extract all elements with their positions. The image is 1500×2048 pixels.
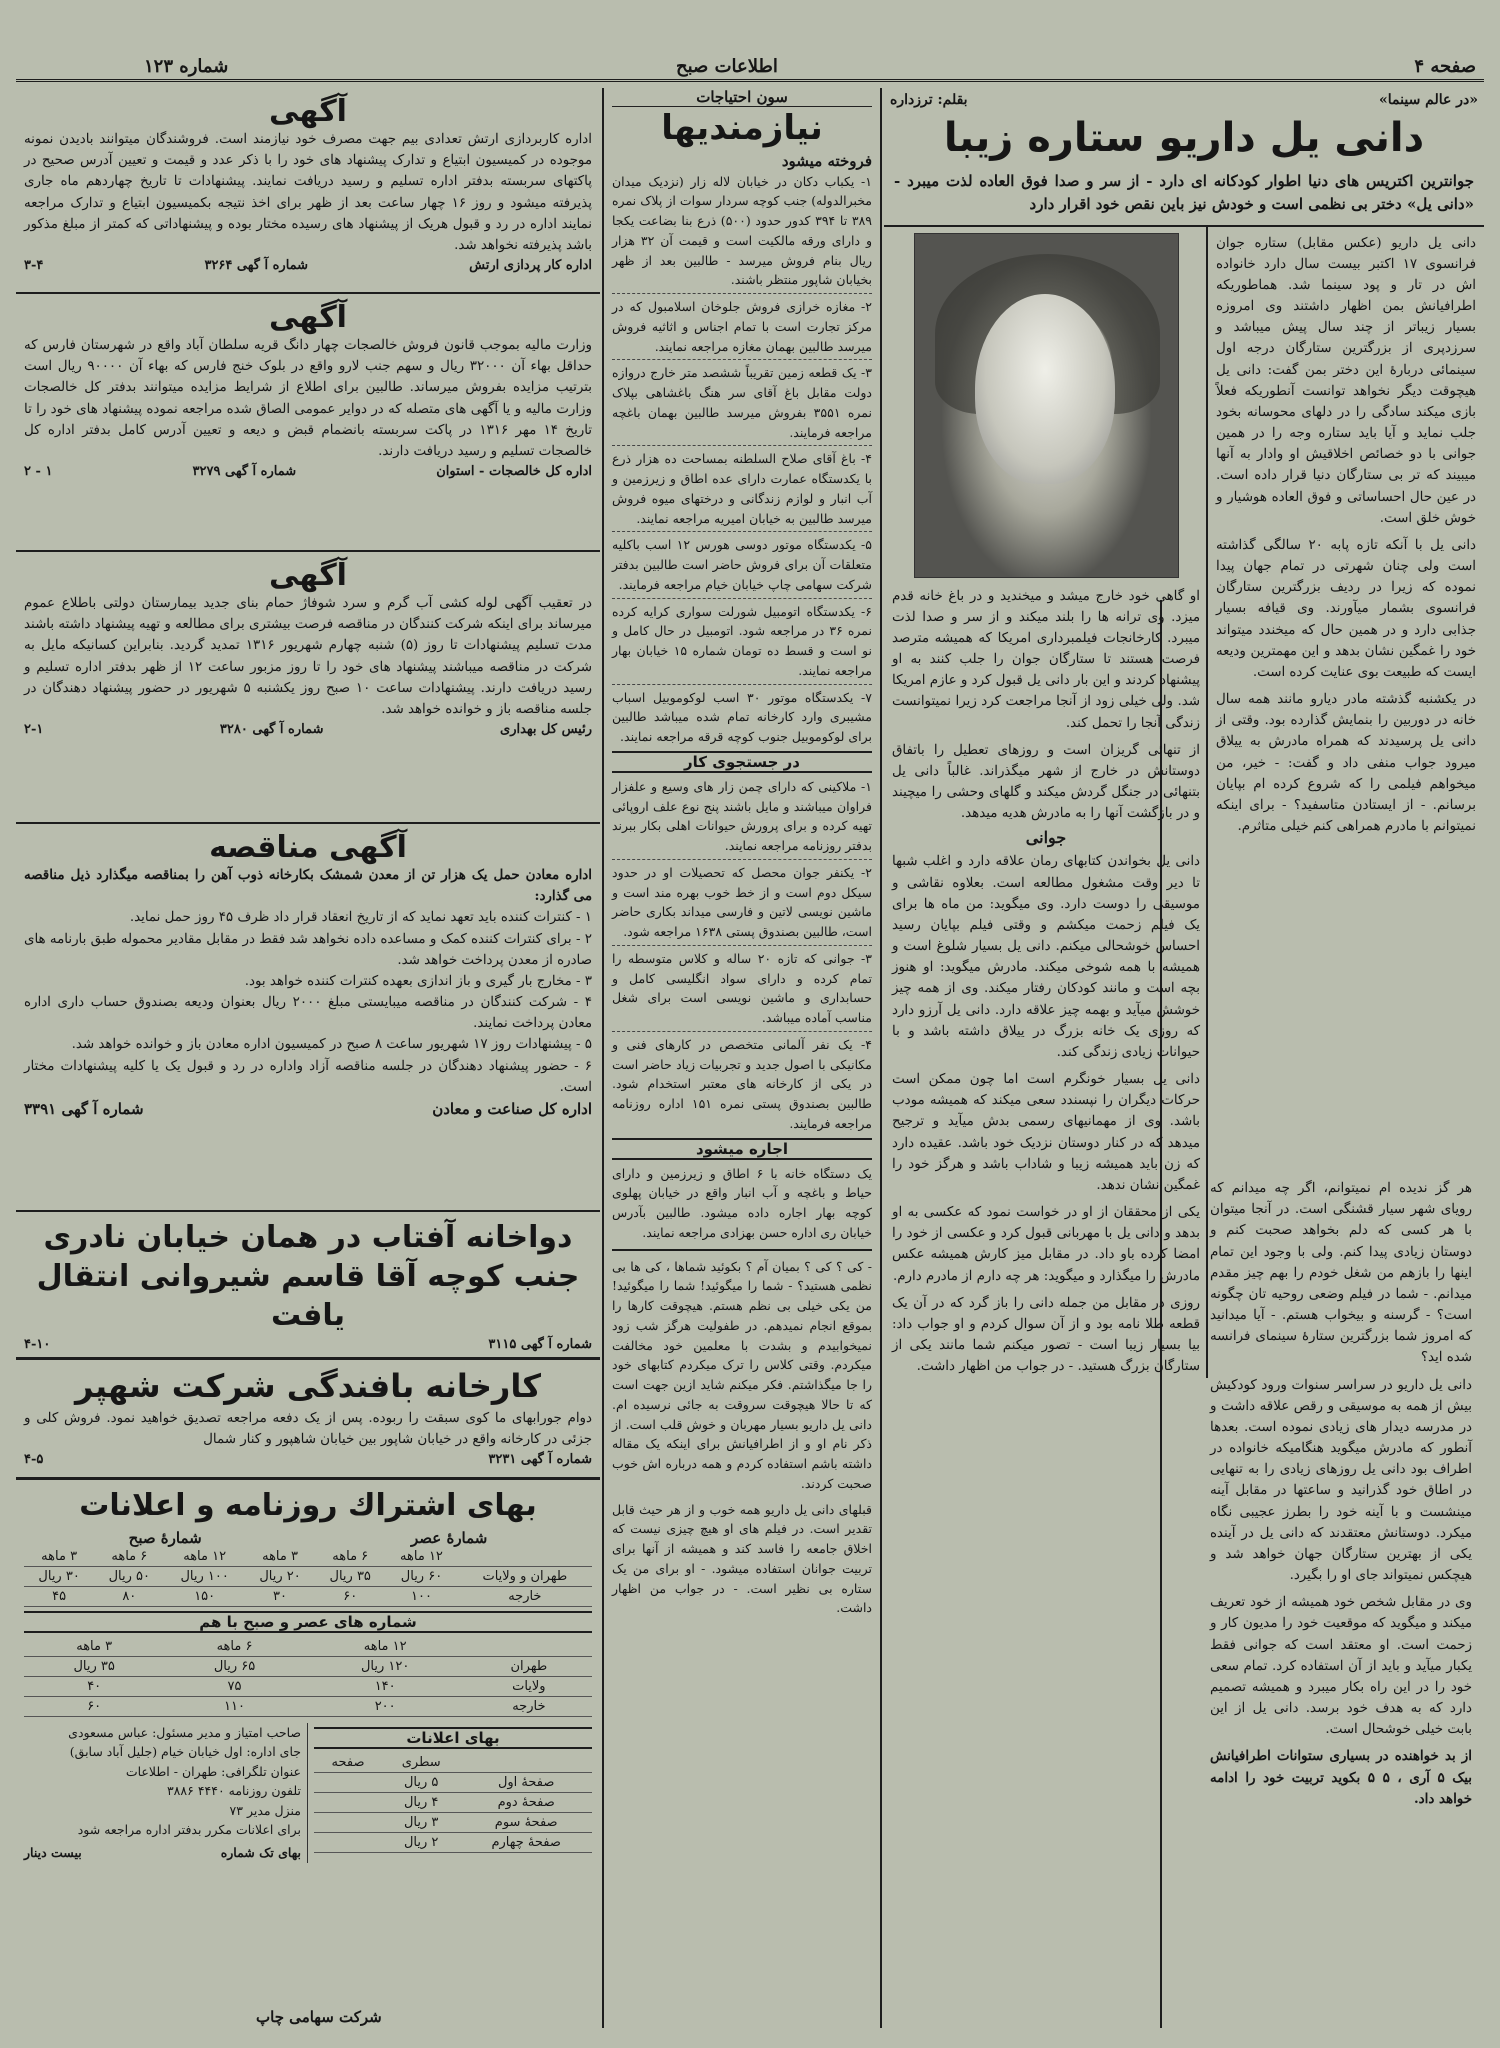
article-paragraph: در یکشنبه گذشته مادر دیارو مانند همه سال خانه در دوربین را بنمایش گذارده بود. وقتی از دانی یل پرسیدند که همراه مادرش به ییلاق میرود جواب منفی داد و گفت: - خیر، من میخواهم فیلمی را که شروع کرده ام بپایان برسانم. - از ایستادن متاسفید؟ - برای اینکه نمیتوانم با مادرم همراهی کنم خیلی متاثرم. [1216, 692, 1476, 835]
article-paragraph: یکی از محققان از او در خواست نمود که عکسی به او بدهد و دانی یل با مهربانی قبول کرد و عکسی از خود را امضا کرده باو داد. در مقابل میز کارش همیشه عکس مادرش را میگذارد و میگوید: هر چه دارم از مادرم دارم. [892, 1205, 1200, 1284]
notice-title: آگهی مناقصه [209, 830, 407, 865]
article-byline: بقلم: ترزداره [890, 92, 968, 108]
notice-ref: شماره آ گهی ۳۲۶۴ [204, 258, 309, 274]
notice-ref: شماره آ گهی ۳۱۱۵ [488, 1337, 592, 1352]
notice-body: در تعقیب آگهی لوله کشی آب گرم و سرد شوفاژ حمام بنای جدید بیمارستان دولتی باطلاع عموم میرساند برای اینکه شرکت کنندگان در مناقصه فرصت بیشتری برای مطالعه و تهیه پیشنهاد داشته باشند مدت تسلیم پیشنهادات تا روز (۵) شنبه چهارم شهریور ۱۳۱۶ تمدید گردید. بنابراین کسانیکه مایل به شرکت در مناقصه میباشند پیشنهاد های خود را تا روز مزبور ساعت ۱۲ از ظهر بدفتر اداره تسلیم و رسید دریافت دارند. پیشنهادات ساعت ۱۰ صبح روز یکشنبه ۵ شهریور در حضور پیشنهاد دهندگان در جلسه مناقصه باز و خوانده خواهد شد. [24, 596, 592, 717]
sale-heading: فروخته میشود [781, 151, 872, 170]
article-paragraph: وی در مقابل شخص خود همیشه از خود تعریف میکند و میگوید که موقعیت خود را مدیون کار و زحمت است. او معتقد است که جوانی فقط یکبار میآید و باید از آن استفاده کرد. تمام سعی خود را در این راه بکار میبرد و همیشه تصمیم دارد که به هدف خود برسد. دانی یل از این بابت خیلی خوشحال است. [1210, 1595, 1472, 1738]
sale-item: ۷- یکدستگاه موتور ۳۰ اسب لوکوموبیل اسباب مشیبری وارد کارخانه تمام شده میباشد طالبین برای لوکوموبیل جنوب کوچه قرقه مراجعه نمایند. [612, 689, 872, 744]
sale-item: ۶- یکدستگاه اتومبیل شورلت سواری کرایه کرده نمره ۳۶ در مراجعه شود. اتومبیل در حال کامل و نو است و قسط ده تومان شماره ۱۵ خیابان بهار مراجعه نمایند. [612, 603, 873, 678]
notice-signature: اداره کل صناعت و معادن [432, 1099, 592, 1118]
tender-item: ۱ - کنترات کننده باید تعهد نماید که از تاریخ انعقاد قرار داد ظرف ۴۵ روز حمل نماید. [129, 910, 592, 926]
search-heading: در جستجوی کار [612, 751, 872, 773]
notice-body: اداره کاربردازی ارتش تعدادی بیم جهت مصرف خود نیازمند است. فروشندگان میتوانند بادیدن نمونه موجوده در کمیسیون ابتیاع و تدارک پیشنهاد های خود را با ذکر عدد و قیمت و تعیین آدرس صحیح در پاکتهای سربسته بدفتر اداره تسلیم و رسید دریافت نمایند. پیشنهادات تا تاریخ چهاردهم ماه جاری پذیرفته میشود و روز ۱۶ چهار ساعت بعد از ظهر برای اخذ نتیجه بکمیسیون ابتیاع و تدارک مراجعه نمایند اداره در رد و قبول هریک از پیشنهاد های رسیده مختار بوده و پیشنهاداتی که کمتر از مبلغ مذکور باشد پذیرفته نخواهد شد. [24, 132, 592, 253]
rent-heading: اجاره میشود [612, 1138, 872, 1160]
ads-note: برای اعلانات مکرر بدفتر اداره مراجعه شود [77, 1821, 301, 1837]
classifieds-column [606, 88, 878, 2028]
notice-code: ۱ - ۲ [24, 464, 53, 480]
article-paragraph: هر گز ندیده ام نمیتوانم، اگر چه میدانم که رویای شهر سیار قشنگی است. در آنجا میتوان با هر کسی که دلم بخواهد صحبت کنم و دوستان زیادی پیدا کنم. ولی با وجود این تمام اینها را بازهم من شغل خودم را بهم چیز مقدم میدانم. - شما در فیلم وضعی روحیه تان چگونه است؟ - گرسنه و بیخواب هستم. - آیا میدانید که امروز شما بزرگترین ستارهٔ سینمای فرانسه شده اید؟ [1210, 1181, 1472, 1366]
sale-item: ۳- یک قطعه زمین تقریباً ششصد متر خارج دروازه دولت مقابل باغ آقای سر هنگ باغشاهی بپلاک نمره ۳۵۵۱ بفروش میرسد طالبین بهمان باغچه مراجعه فرمایند. [612, 365, 873, 440]
article-paragraph: دانی یل بسیار خونگرم است اما چون ممکن است حرکات دیگران را نپسندد سعی میکند که همیشه مودب باشد. وی از مهمانیهای رسمی بدش میآید و ترجیح میدهد که در کنار دوستان نزدیک خود باشد. عقیده دارد که زن باید همیشه زیبا و شاداب باشد و هرگز خود را غمگین نشان ندهد. [892, 1072, 1200, 1193]
article-paragraph: روزی در مقابل من جمله دانی را باز گرد که در آن یک قطعه طلا نامه بود و از آن سوال کردم و او جواب داد: بیا بسیار زیبا است - تصور میکنم شما مانند یکی از ستارگان بزرگ هستید. - در جواب من اظهار داشت. [892, 1295, 1200, 1375]
notice-army [16, 88, 600, 294]
portrait-photo [914, 233, 1179, 578]
notice-body: وزارت مالیه بموجب قانون فروش خالصجات چهار دانگ قریه سلطان آباد واقع در شهرستان فارس که حداقل بهاء آن ۳۲۰۰۰ ریال و سهم جنب لارو واقع در بلوک خنج فارس که بهاء آن ۹۰۰۰۰ ریال است بترتیب مزایده بفروش میرساند. طالبین برای اطلاع از شرایط مزایده میتوانند بدفتر کل خالصجات وزارت مالیه و یا آگهی های متصله که در دوایر عمومی الصاق شده مراجعه نموده پیشنهاد های خود را تا تاریخ ۱۴ مهر ۱۳۱۶ در پاکت سربسته بانضمام قبض و دیعه و تعیین آدرس کامل بدفتر اداره کل خالصجات تسلیم و رسید دریافت دارند. [24, 338, 593, 459]
section-heading: جوانی [1025, 828, 1067, 848]
sale-item: ۴- باغ آقای صلاح السلطنه بمساحت ده هزار ذرع با یکدستگاه عمارت دارای عده اطاق و زیرزمین و آب انبار و لوازم زندگانی و درختهای میوه فروش میرسد طالبین به خیابان امیریه مراجعه نمایند. [612, 451, 872, 526]
section-label: سون احتیاجات [612, 88, 872, 107]
subscription-table: ۱۲ ماهه ۶ ماهه ۳ ماهه ۱۲ ماهه ۶ ماهه ۳ ماهه طهران و ولایات ۶۰ ریال ۳۵ ریال ۲۰ ریال ۱۰۰ ریال ۵۰ ریال ۳۰ ریال خارجه ۱۰۰ ۶۰ ۳۰ ۱۵۰ ۸۰ ۴۵ [24, 1547, 592, 1607]
both-editions-heading: شماره های عصر و صبح با هم [24, 1611, 592, 1633]
subscription-title: بهای اشتراك روزنامه و اعلانات [79, 1488, 537, 1523]
table-row: صفحهٔ سوم ۳ ریال [314, 1813, 592, 1833]
article-paragraph: دانی یل بخواندن کتابهای رمان علاقه دارد و اغلب شبها تا دیر وقت مشغول مطالعه است. بعلاوه نقاشی و موسیقی را دوست دارد. وی میگوید: من ماه ها برای یک فیلم زحمت میکشم و وقتی فیلم بپایان رسید احساس خوشحالی میکنم. دانی یل بسیار شلوغ است و همیشه با همه شوخی میکند. مادرش میگوید: او هنوز بچه است و مانند کودکان رفتار میکند. وی از همه چیز خوشش میآید و بهمه چیز علاقه دارد. دانی یل آرزو دارد که روزی یک خانه بزرگ در ییلاق داشته باشد و با حیوانات زیادی زندگی کند. [892, 854, 1200, 1060]
publisher-info: صاحب امتیاز و مدیر مسئول: عباس مسعودی [68, 1725, 301, 1740]
notice-ref: شماره آ گهی ۳۲۳۱ [488, 1451, 592, 1467]
subscription-box [16, 1480, 600, 2000]
notice-signature: اداره کار پردازی ارتش [469, 258, 592, 274]
telegraph-address: عنوان تلگرافی: طهران - اطلاعات [125, 1763, 301, 1779]
notice-signature: رئیس کل بهداری [500, 722, 592, 738]
office-address: جای اداره: اول خیابان خیام (جلیل آباد سابق) [69, 1744, 301, 1760]
article-paragraph: دانی یل داریو (عکس مقابل) ستاره جوان فرانسوی ۱۷ اکتبر بیست سال دارد خانواده اش در تار و پود سینما شد. هماطوریکه اطرافیانش بمن اظهار داشتند وی امروزه بسیار زیباتر از چند سال پیش میباشد و سرزدپری از بزرگترین ستارگان درجه اول سینمائی دربارهٔ این دختر بمن گفت: دانی یل هیچوقت دیگر نخواهد توانست آنطوریکه فعلاً بازی میکند سادگی را در دلهای محوسانه بخود جلب نماید و آیا باید ستاره وجه را در همین جوانی با دو خصائص اخلاقیش او وادار به آنها میبیند که تر بی ستارگان دنیا قرار داده است. در عین حال احساساتی و فوق العاده هوشیار و خوش خلق است. [1216, 235, 1476, 526]
tender-item: ۴ - شرکت کنندگان در مناقصه میبایستی مبلغ ۲۰۰۰ ریال بعنوان ودیعه بصندوق حساب داری اداره معادن پرداخت نمایند. [24, 995, 592, 1032]
notice-ref: شماره آ گهی ۳۳۹۱ [24, 1099, 144, 1118]
article-subtitle: جوانترین اکتریس های دنیا اطوار کودکانه ای دارد - از سر و صدا فوق العاده لذت میبرد - «دانی یل» دختر بی نظمی است و خودش نیز باین نقص خود اقرار دارد [884, 168, 1484, 227]
column-rule [880, 88, 882, 2028]
notice-tender [16, 824, 600, 1212]
notice-code: ۳-۴ [24, 258, 44, 274]
article-paragraph: دانی یل با آنکه تازه پابه ۲۰ سالگی گذاشته است ولی چنان شهرتی در تمام جهان پیدا نموده که زیرا در ردیف بزرگترین ستارگان فرانسوی بشمار میآورند. وی قیافه بسیار جذابی دارد و در همین حال که میخندد میتواند خود را غمگین نشان بدهد و این مهمترین ودیعه ایست که طبیعت بوی عنایت کرده است. [1216, 537, 1477, 680]
article-title: دانی یل داریو ستاره زیبا [943, 115, 1425, 161]
single-issue-price: بیست دینار [24, 1845, 82, 1861]
printer-name: شرکت سهامی چاپ [256, 2008, 382, 2026]
table-row: طهران ۱۲۰ ریال ۶۵ ریال ۳۵ ریال [24, 1657, 592, 1677]
tender-item: ۵ - پیشنهادات روز ۱۷ شهریور ساعت ۸ صبح در کمیسیون اداره معادن باز و خوانده خواهد شد. [71, 1037, 592, 1053]
sale-item: ۲- مغازه خرازی فروش جلوخان اسلامبول که در مرکز تجارت است با تمام اجناس و اثاثیه فروش میرسد طالبین بهمان مغازه مراجعه نمایند. [612, 299, 872, 354]
notice-body: اداره معادن حمل یک هزار تن از معدن شمشک بکارخانه ذوب آهن را بمناقصه میگذارد ذیل مناقصه می گذارد: [24, 867, 592, 905]
article-paragraph: دانی یل داریو در سراسر سنوات ورود کودکیش بیش از همه به موسیقی و رقص علاقه داشت و در مدرسه دیدار های زیادی نموده است. بعدها آنطور که مادرش میگوید هنگامیکه خانواده در اطراف بود دانی یل روزهای زیادی را به تنهایی در اطاق خود گذرانید و ساعتها در مقابل آینه مینشست و با آینه خود را بطرز عجیبی نگاه میکرد. دوستانش معتقدند که دانی یل در آینده یکی از بهترین ستارگان جهان خواهد شد و هیچکس نمیتواند جای او را بگیرد. [1210, 1377, 1472, 1584]
classifieds-title: نیازمندیها [661, 108, 823, 148]
notice-signature: اداره کل خالصجات - استوان [436, 464, 592, 480]
table-row: خارجه ۱۰۰ ۶۰ ۳۰ ۱۵۰ ۸۰ ۴۵ [24, 1587, 592, 1607]
column-rule [602, 88, 604, 2028]
table-row: صفحهٔ دوم ۴ ریال [314, 1793, 592, 1813]
notice-ref: شماره آ گهی ۳۲۸۰ [219, 722, 324, 738]
notice-title: آگهی [269, 94, 347, 129]
article-continuation: قبلهای دانی یل داریو همه خوب و از هر حیث قابل تقدیر است. در فیلم های او هیچ چیزی نیست که اخلاق جامعه را فاسد کند و همیشه از آنها برای تربیت جوانان استفاده میشود. - او برای من یک ستاره بی نظیر است. - در جواب من اظهار داشت. [612, 1501, 872, 1616]
factory-body: دوام جورابهای ما کوی سبقت را ربوده. پس از یک دفعه مراجعه تصدیق خواهید نمود. فروش کلی و جزئی در کارخانه واقع در خیابان شاپور بین خیابان شاهپور و کنار شمال [24, 1410, 592, 1447]
notice-finance-ministry [16, 294, 600, 552]
morning-label: شمارهٔ صبح [128, 1529, 202, 1547]
cinema-article [884, 88, 1484, 2028]
notice-code: ۲-۱ [24, 722, 44, 738]
ads-price-heading: بهای اعلانات [314, 1727, 592, 1749]
table-row: طهران و ولایات ۶۰ ریال ۳۵ ریال ۲۰ ریال ۱۰۰ ریال ۵۰ ریال ۳۰ ریال [24, 1567, 592, 1587]
single-issue-label: بهای تک شماره [220, 1845, 301, 1861]
article-continuation: - کی ؟ کی ؟ بمیان آم ؟ بکوئید شماها ، کی ها بی نظمی هستید؟ - شما را میگوئید! شما را میگوئید! من یکی خیلی بی نظم هستم. هیچوقت کارها را بموقع انجام نمیدهم. در طفولیت هرگز شب زود نمیخوابیدم و بشدت با معلمین خود مخالفت میکردم. وقتی کلاس را ترک میکردم کتابهای خود را جا میگذاشتم. فکر میکنم شاید ازین جهت است که تا حالا هیچوقت سروقت به جائی نرسیده ام. دانی یل داریو بسیار مهربان و خوش قلب است. از ذکر نام او و از اطرافیانش برای اینکه یک مقاله داشته باشم استفاده کردم و همه درباره اش خوب صحبت کردند. [612, 1258, 872, 1491]
notice-ref: شماره آ گهی ۳۲۷۹ [192, 464, 297, 480]
notice-title: آگهی [269, 558, 347, 593]
tender-item: ۲ - برای کنترات کننده کمک و مساعده داده نخواهد شد فقط در مقابل مقادیر محموله طبق بارنامه های صادره از معدن پرداخت خواهد شد. [24, 931, 592, 968]
ad-textile-factory [16, 1360, 600, 1480]
notice-health [16, 552, 600, 824]
tender-item: ۳ - مخارج بار گیری و باز اندازی بعهده کنترات کننده خواهد بود. [244, 973, 592, 989]
sale-item: ۵- یکدستگاه موتور دوسی هورس ۱۲ اسب باکلیه متعلقات آن برای فروش حاضر است طالبین بدفتر شرکت سهامی چاپ خیابان خیام مراجعه فرمایند. [612, 537, 872, 592]
notices-column [16, 88, 600, 2028]
factory-title: کارخانه بافندگی شرکت شهپر [75, 1367, 541, 1405]
ads-price-table: سطری صفحه صفحهٔ اول ۵ ریال صفحهٔ دوم ۴ ریال صفحهٔ سوم ۳ ریال صفحهٔ چهارم ۲ ریال [314, 1753, 592, 1853]
search-item: ۲- یکنفر جوان محصل که تحصیلات او در حدود سیکل دوم است و از خط خوب بهره مند است و ماشین نویسی لاتین و فارسی میداند بکاری حاضر است، طالبین بصندوق پستی ۱۶۳۸ مراجعه شود. [612, 864, 872, 939]
article-paragraph: از بد خواهنده در بسیاری ستوانات اطرافیانش بیک ۵ آری ، ۵ ۵ بکوید تربیت خود را ادامه خواهد داد. [1210, 1748, 1472, 1807]
article-paragraph: او گاهی خود خارج میشد و میخندید و در باغ خانه قدم میزد. وی ترانه ها را بلند میکند و از سر و صدا لذت میبرد. کارخانجات فیلمبرداری امریکا که همیشه مترصد فرصت هستند تا ستارگان جوان را جلب کنند به او پیشنهاد کردند و این بار دانی یل قبول کرد و عازم امریکا شد. ولی خیلی زود از آنجا مراجعت کرد زیرا نمیتوانست زندگی آنجا را تحمل کند. [892, 588, 1200, 731]
page-number: صفحه ۴ [1414, 56, 1476, 77]
photo-face [975, 294, 1115, 484]
ad-pharmacy [16, 1212, 600, 1360]
search-item: ۴- یک نفر آلمانی متخصص در کارهای فنی و مکانیکی با اصول جدید و تجربیات زیاد حاضر است در یکی از کارخانه های معتبر استخدام شود. طالبین بصندوق پستی نمره ۱۵۱ اداره روزنامه مراجعه فرمایند. [612, 1036, 872, 1131]
director-phone: منزل مدیر ۷۳ [229, 1802, 301, 1818]
rent-item: یک دستگاه خانه با ۶ اطاق و زیرزمین و دارای حیاط و باغچه و آب انبار واقع در خیابان پهلوی کوچه بهار اجاره داده میشود. طالبین بآدرس خیابان ری اداره حسن بهزادی مراجعه نمایند. [612, 1165, 872, 1240]
pharmacy-line-2: جنب کوچه آقا قاسم شیروانی انتقال یافت [36, 1259, 580, 1333]
notice-code: ۴-۱۰ [24, 1337, 51, 1352]
article-column-continued [1202, 1178, 1480, 1810]
both-editions-table: ۱۲ ماهه ۶ ماهه ۳ ماهه طهران ۱۲۰ ریال ۶۵ ریال ۳۵ ریال ولایات ۱۴۰ ۷۵ ۴۰ خارجه ۲۰۰ ۱۱۰ ۶۰ [24, 1637, 592, 1717]
table-row: صفحهٔ اول ۵ ریال [314, 1773, 592, 1793]
notice-title: آگهی [269, 300, 347, 335]
article-kicker: «در عالم سینما» [1379, 92, 1478, 108]
evening-label: شمارهٔ عصر [411, 1529, 488, 1547]
pharmacy-line-1: دواخانه آفتاب در همان خیابان نادری [43, 1220, 573, 1255]
issue-number: شماره ۱۲۳ [144, 56, 229, 77]
tender-item: ۶ - حضور پیشنهاد دهندگان در جلسه مناقصه آزاد واداره در رد و قبول یک یا کلیه پیشنهادات مختار است. [24, 1058, 592, 1095]
search-item: ۱- ملاکینی که دارای چمن زار های وسیع و علفزار فراوان میباشند و مایل باشند پنج نوع علف اروپائی تهیه کرده و برای پرورش حیوانات اهلی بکار ببرند بدفتر روزنامه مراجعه نمایند. [612, 778, 872, 853]
search-item: ۳- جوانی که تازه ۲۰ ساله و کلاس متوسطه را تمام کرده و دارای سواد انگلیسی کامل و حسابداری و ماشین نویسی است برای شغل مناسب آماده میباشد. [612, 950, 873, 1025]
page-header [16, 52, 1484, 82]
article-paragraph: از تنهائی گریزان است و روزهای تعطیل را باتفاق دوستانش در خارج از شهر میگذراند. غالباً دانی یل بتنهائی در جنگل گردش میکند و گلهای وحشی را میچیند و در بازگشت آنها را به مادرش هدیه میدهد. [892, 742, 1200, 822]
table-row: خارجه ۲۰۰ ۱۱۰ ۶۰ [24, 1697, 592, 1717]
newspaper-name: اطلاعات صبح [676, 56, 778, 77]
phone-number: تلفون روزنامه ۴۴۴۰ ۳۸۸۶ [166, 1783, 301, 1799]
sale-item: ۱- یکباب دکان در خیابان لاله زار (نزدیک میدان مخبرالدوله) جنب کوچه سردار سوات از پلاک نمره ۳۸۹ تا ۳۹۴ کدور حدود (۵۰۰) ذرع بنا بضاعت یکجا و دارای ورقه مالکیت است و قیمت آن ۳۲ هزار ریال بنام فروش میرسد - طالبین بعد از ظهر بخیابان شاپور منتظر باشند. [612, 173, 873, 288]
notice-code: ۴-۵ [24, 1451, 44, 1467]
table-row: ولایات ۱۴۰ ۷۵ ۴۰ [24, 1677, 592, 1697]
table-row: صفحهٔ چهارم ۲ ریال [314, 1833, 592, 1853]
